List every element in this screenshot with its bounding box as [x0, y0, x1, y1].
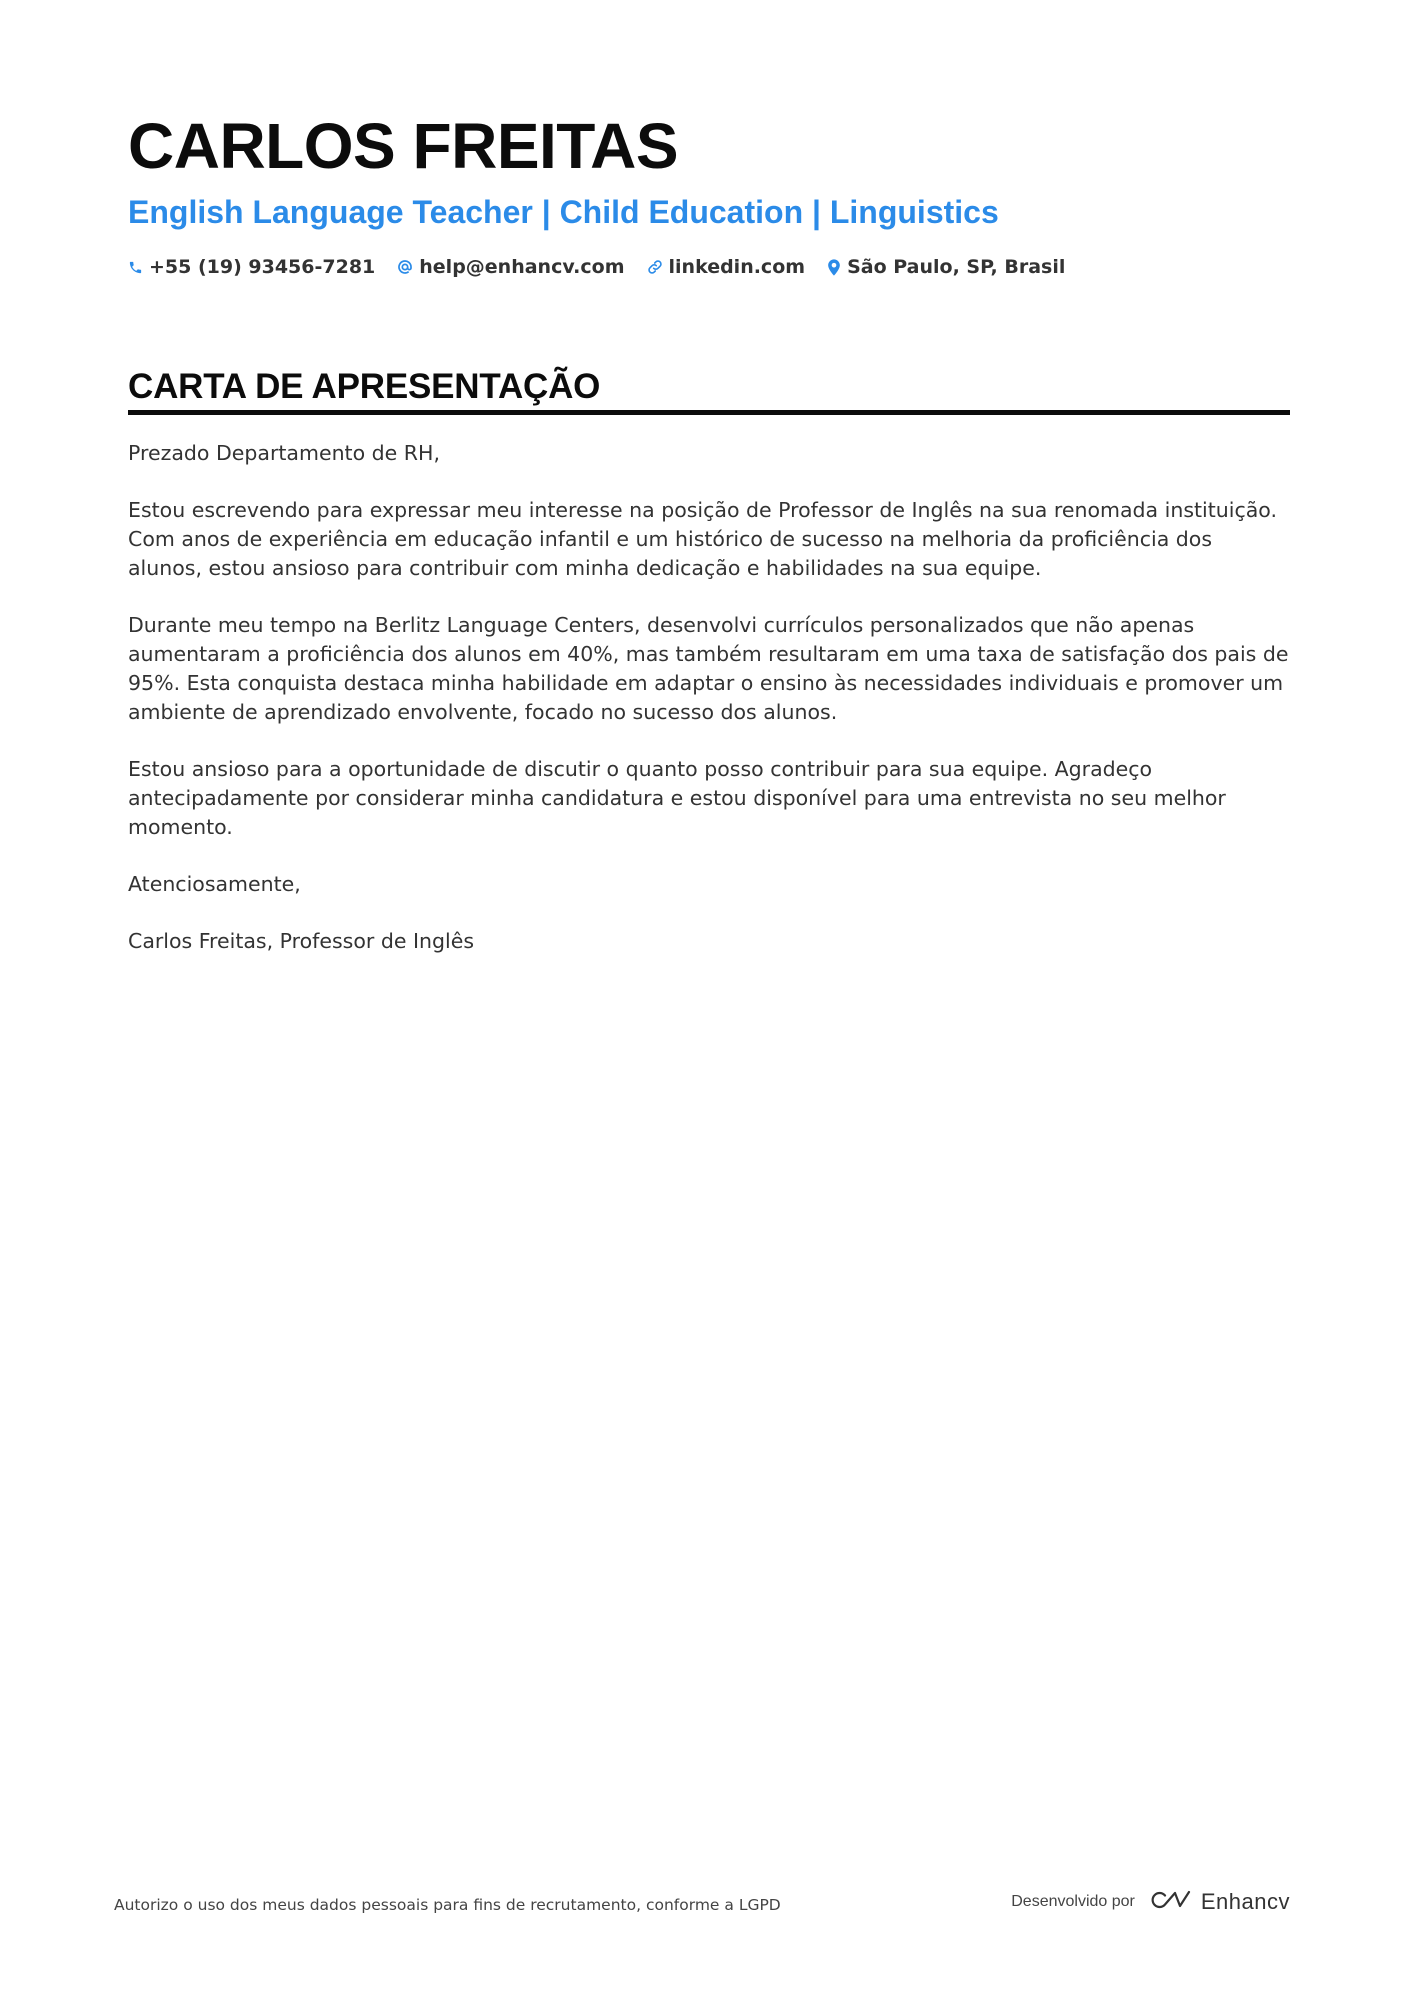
location-text: São Paulo, SP, Brasil	[847, 256, 1066, 278]
phone-text: +55 (19) 93456-7281	[149, 256, 376, 278]
contact-phone	[128, 256, 375, 278]
contact-linkedin	[647, 256, 806, 278]
at-icon	[397, 259, 413, 275]
letter-closing: Atenciosamente,	[128, 872, 301, 896]
powered-by-label: Desenvolvido por	[1011, 1893, 1135, 1910]
consent-note: Autorizo o uso dos meus dados pessoais para fins de recrutamento, conforme a LGPD	[114, 1896, 781, 1914]
contact-info	[128, 256, 1288, 278]
email-text: help@enhancv.com	[419, 256, 625, 278]
linkedin-text: linkedin.com	[668, 256, 806, 278]
contact-email	[397, 256, 624, 278]
applicant-title: English Language Teacher | Child Education | Linguistics	[128, 194, 999, 230]
letter-paragraph: Durante meu tempo na Berlitz Language Centers, desenvolvi currículos personalizados que não apenas aumentaram a proficiência dos alunos em 40%, mas também resultaram em uma taxa de satisfação dos pais de 95%. Esta conquista destaca minha habilidade em adaptar o ensino às necessidades individuais e promover um ambiente de aprendizado envolvente, focado no sucesso dos alunos.	[128, 613, 1289, 724]
powered-by[interactable]	[1011, 1888, 1290, 1916]
letter-salutation: Prezado Departamento de RH,	[128, 441, 440, 465]
cover-letter-section	[128, 366, 1290, 984]
contact-location	[827, 256, 1065, 278]
link-icon	[647, 259, 663, 275]
phone-icon	[128, 260, 143, 275]
location-pin-icon	[827, 259, 841, 276]
brand-name: Enhancv	[1200, 1889, 1290, 1914]
letter-paragraph: Estou escrevendo para expressar meu interesse na posição de Professor de Inglês na sua renomada instituição. Com anos de experiência em educação infantil e um histórico de sucesso na melhoria da proficiência dos alunos, estou ansioso para contribuir com minha dedicação e habilidades na sua equipe.	[128, 498, 1277, 580]
brand-logo	[1145, 1888, 1290, 1916]
letter-paragraph: Estou ansioso para a oportunidade de discutir o quanto posso contribuir para sua equipe. Agradeço antecipadamente por considerar minha candidatura e estou disponível para uma entrevista no seu melhor momento.	[128, 757, 1226, 839]
section-divider	[128, 410, 1290, 415]
header	[128, 108, 1288, 278]
section-title: CARTA DE APRESENTAÇÃO	[128, 367, 601, 406]
letter-signature: Carlos Freitas, Professor de Inglês	[128, 929, 475, 953]
enhancv-logo-icon	[1145, 1888, 1191, 1916]
letter-body	[128, 439, 1290, 956]
applicant-name: CARLOS FREITAS	[128, 110, 679, 182]
